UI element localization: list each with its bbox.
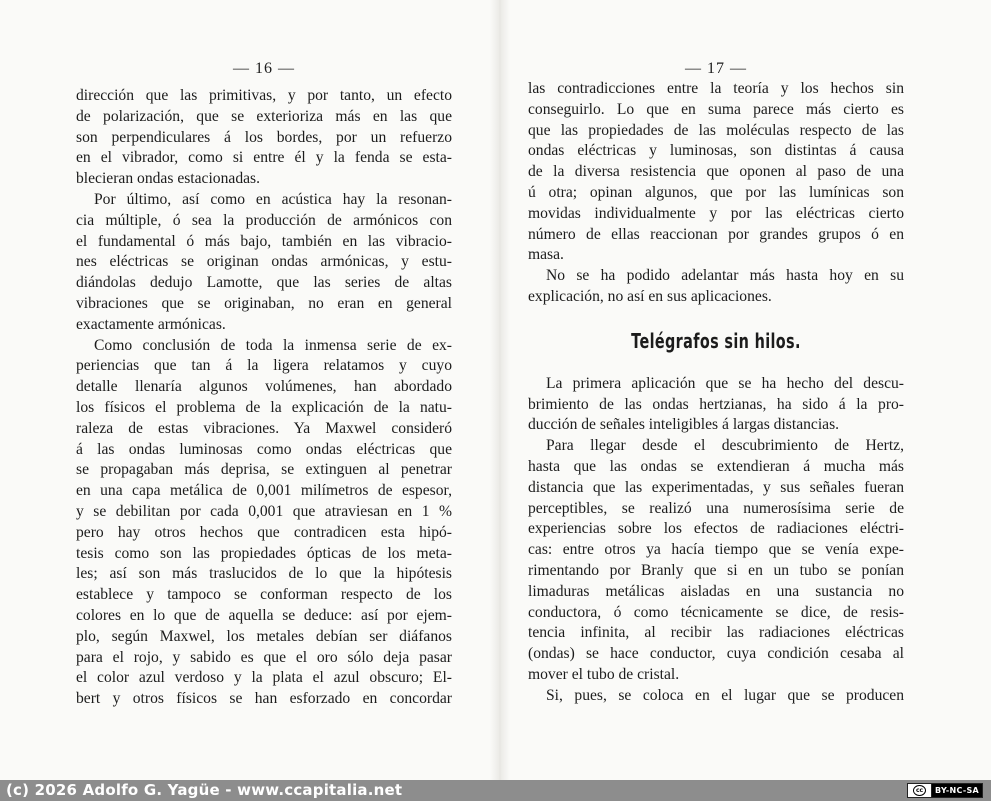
text-line: pero hay otros hechos que contradicen esta hipó- [76,523,452,541]
text-line: plo, según Maxwel, los metales debían ser diáfanos [76,627,452,645]
text-line: cas: entre otros ya hacía tiempo que se venía expe- [528,541,904,559]
text-line: de la diversa resistencia que oponen al paso de una [528,163,904,181]
book-gutter [490,0,510,780]
text-line: La primera aplicación que se ha hecho del descu- [546,374,904,392]
text-line: No se ha podido adelantar más hasta hoy en su [546,267,904,285]
text-line: limaduras metálicas aisladas en una sustancia no [528,582,904,600]
text-line: vibraciones que se originaban, no eran en general [76,294,452,312]
text-line: bert y otros físicos se han esforzado en concordar [76,690,452,708]
right-text-before-heading [528,79,904,308]
text-line: á las ondas luminosas como ondas eléctricas que [76,440,452,458]
text-line: número de ellas reaccionan por grandes grupos ó en [528,225,904,243]
text-line: Como conclusión de toda la inmensa serie de ex- [94,336,452,354]
text-line: Por último, así como en acústica hay la resonan- [94,190,452,208]
text-line: periencias que tan á la ligera relatamos y cuyo [76,357,452,375]
text-line: en una capa metálica de 0,001 milímetros de espesor, [76,482,452,500]
text-line: brimiento de las ondas hertzianas, ha sido á la pro- [528,395,904,413]
text-line: blecieran ondas estacionadas. [76,170,261,188]
text-line: distancia que las experimentadas, y sus señales fueran [528,478,904,496]
right-page [528,0,904,780]
text-line: hasta que las ondas se extendieran á mucha más [528,457,904,475]
right-text-after-heading [528,374,904,707]
text-line: de polarización, que se exterioriza más en las que [76,107,452,125]
text-line: ducción de señales inteligibles á largas distancias. [528,416,840,434]
cc-license-badge[interactable] [907,783,983,798]
text-line: que las propiedades de las moléculas respecto de las [528,121,904,139]
right-page-text [528,79,904,707]
text-line: Para llegar desde el descubrimiento de Hertz, [546,437,904,455]
text-line: cia múltiple, ó sea la producción de armónicos con [76,211,452,229]
text-line: en el vibrador, como si entre él y la fenda se esta- [76,149,452,167]
left-page [76,0,452,780]
text-line: masa. [528,246,564,264]
text-line: ondas eléctricas y luminosas, son distintas á causa [528,142,904,160]
cc-logo-icon: cc [908,784,932,797]
text-line: ú otra; opinan algunos, que por las lumínicas son [528,183,904,201]
text-line: establece y tampoco se conforman respecto de los [76,586,452,604]
text-line: para el rojo, y sabido es que el oro sólo deja pasar [76,648,452,666]
text-line: perceptibles, se realizó una numerosísima serie de [528,499,904,517]
text-line: rimentando por Branly que si en un tubo se ponían [528,561,904,579]
text-line: raleza de estas vibraciones. Ya Maxwel consideró [76,419,452,437]
license-label: BY-NC-SA [932,784,982,797]
text-line: exactamente armónicas. [76,315,226,333]
text-line: tesis como son las propiedades ópticas de los meta- [76,544,452,562]
text-line: nes eléctricas se originan ondas armónicas, y estu- [76,253,452,271]
text-line: detalle llenaría algunos volúmenes, han abordado [76,378,452,396]
text-line: experiencias sobre los efectos de radiaciones eléctri- [528,520,904,538]
left-page-text [76,86,452,710]
text-line: movidas individualmente y por las eléctricas cierto [528,204,904,222]
text-line: conseguirlo. Lo que en suma parece más cierto es [528,100,904,118]
text-line: dirección que las primitivas, y por tanto, un efecto [76,87,452,104]
section-heading: Telégrafos sin hilos. [631,328,801,353]
text-line: se propagaban más deprisa, se extinguen al penetrar [76,461,452,479]
text-line: las contradicciones entre la teoría y los hechos sin [528,80,904,97]
copyright-text: (c) 2026 Adolfo G. Yagüe - www.ccapitalia.net [6,781,403,799]
text-line: son perpendiculares á los bordes, por un refuerzo [76,128,452,146]
text-line: los físicos el problema de la explicación de la natu- [76,398,452,416]
text-line: conductora, ó como técnicamente se dice, de resis- [528,603,904,621]
text-line: tencia infinita, al recibir las radiaciones eléctricas [528,624,904,642]
text-line: el color azul verdoso y la plata el azul obscuro; El- [76,669,452,687]
text-line: Si, pues, se coloca en el lugar que se producen [546,686,904,704]
text-line: (ondas) se hace conductor, cuya condición cesaba al [528,645,904,663]
text-line: colores en lo que de aquella se deduce: así por ejem- [76,606,452,624]
text-line: explicación, no así en sus aplicaciones. [528,287,772,305]
text-line: diándolas dedujo Lamotte, que las series de altas [76,274,452,292]
right-page-number: — 17 — [685,60,747,77]
text-line: les; así son más traslucidos de lo que la hipótesis [76,565,452,583]
text-line: y se debilitan por cada 0,001 que atraviesan en 1 % [76,502,452,520]
text-line: mover el tubo de cristal. [528,665,680,683]
text-line: el fundamental ó más bajo, también en las vibracio- [76,232,452,250]
copyright-footer [0,780,991,801]
left-page-number: — 16 — [233,60,295,77]
